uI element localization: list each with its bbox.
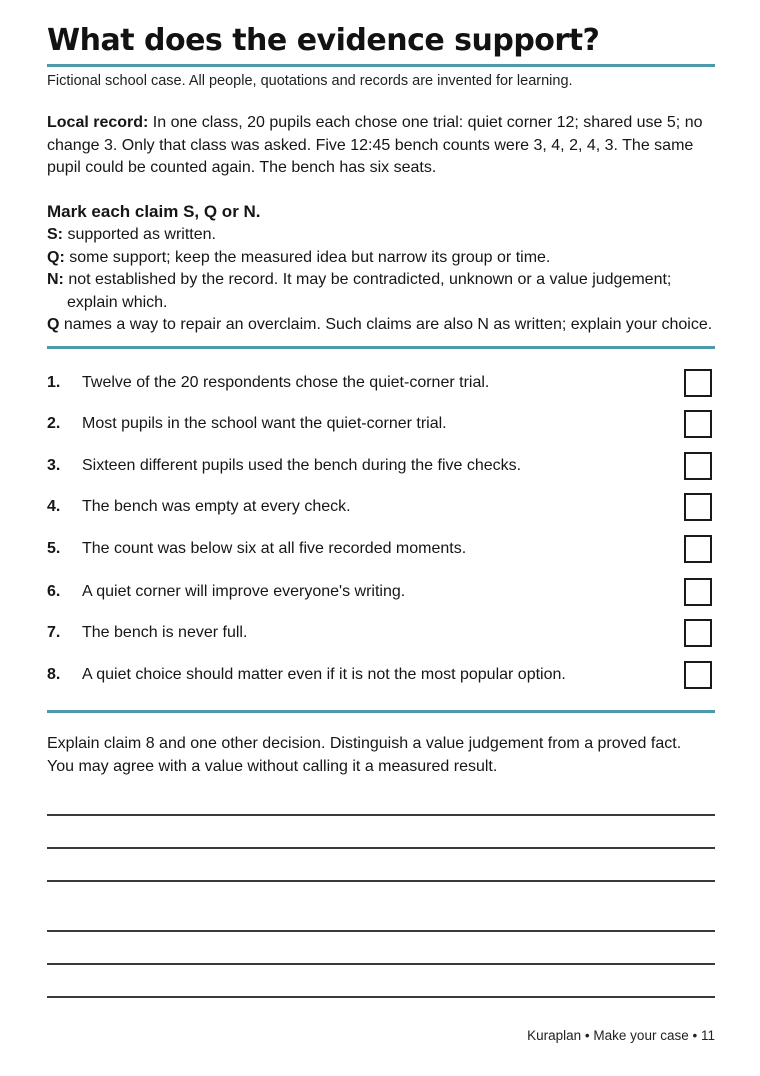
- marking-n-line: [47, 269, 727, 292]
- claim-text: Most pupils in the school want the quiet-corner trial.: [82, 415, 447, 432]
- explain-line-2: You may agree with a value without calling it a measured result.: [47, 757, 498, 775]
- claim-text: Twelve of the 20 respondents chose the quiet-corner trial.: [82, 374, 490, 391]
- writing-line[interactable]: [47, 880, 715, 882]
- writing-line[interactable]: [47, 963, 715, 965]
- writing-line[interactable]: [47, 930, 715, 932]
- local-record: [47, 112, 717, 180]
- claim-6-answer-box[interactable]: [684, 578, 712, 606]
- footer-section: Make your case: [593, 1028, 689, 1043]
- local-record-label: Local record:: [47, 114, 149, 131]
- marking-heading: Mark each claim S, Q or N.: [47, 202, 261, 221]
- footer-bullet: •: [584, 1028, 590, 1043]
- claim-row: [47, 579, 667, 605]
- claim-text: A quiet choice should matter even if it is not the most popular option.: [82, 666, 566, 683]
- claim-row: [47, 370, 667, 396]
- claim-text: Sixteen different pupils used the bench during the five checks.: [82, 457, 522, 474]
- marking-q-note-label: Q: [47, 316, 60, 333]
- marking-q-note-line: [47, 314, 727, 337]
- marking-s-line: [47, 224, 727, 247]
- claim-8-answer-box[interactable]: [684, 661, 712, 689]
- footer-brand: Kuraplan: [527, 1028, 582, 1043]
- claim-number: 8.: [47, 666, 61, 683]
- claim-text: The bench is never full.: [82, 624, 248, 641]
- claim-1-answer-box[interactable]: [684, 369, 712, 397]
- claim-text: The bench was empty at every check.: [82, 498, 351, 515]
- footer-bullet: •: [692, 1028, 698, 1043]
- explain-prompt: [47, 733, 722, 778]
- claim-row: [47, 453, 667, 479]
- page-footer: [527, 1027, 715, 1045]
- instructions-divider: [47, 346, 715, 349]
- claims-divider: [47, 710, 715, 713]
- claim-number: 6.: [47, 583, 61, 600]
- writing-line[interactable]: [47, 814, 715, 816]
- fiction-note: Fictional school case. All people, quotations and records are invented for learning.: [47, 73, 573, 89]
- writing-line[interactable]: [47, 847, 715, 849]
- marking-instructions: [47, 200, 727, 337]
- explain-line-1: Explain claim 8 and one other decision. Distinguish a value judgement from a proved fact.: [47, 735, 682, 752]
- claim-number: 4.: [47, 498, 61, 515]
- marking-n-text: not established by the record. It may be contradicted, unknown or a value judgement;: [63, 271, 672, 288]
- claim-4-answer-box[interactable]: [684, 493, 712, 521]
- claim-5-answer-box[interactable]: [684, 535, 712, 563]
- claim-text: A quiet corner will improve everyone's writing.: [82, 583, 406, 600]
- writing-line[interactable]: [47, 996, 715, 998]
- claim-row: [47, 620, 667, 646]
- marking-s-text: supported as written.: [63, 226, 216, 243]
- claim-row: [47, 494, 667, 520]
- claim-row: [47, 411, 667, 437]
- marking-n-continuation: explain which.: [67, 293, 168, 311]
- title-divider: [47, 64, 715, 67]
- marking-q-line: [47, 247, 727, 270]
- claim-row: [47, 662, 667, 688]
- local-record-text: In one class, 20 pupils each chose one trial: quiet corner 12; shared use 5; no change 3. Only that class was asked. Five 12:45 bench counts were 3, 4, 2, 4, 3. The same pupil could be counted again. The bench has six seats.: [47, 114, 703, 176]
- claim-2-answer-box[interactable]: [684, 410, 712, 438]
- claim-number: 1.: [47, 374, 61, 391]
- page-number: 11: [700, 1028, 715, 1043]
- marking-q-note-text: names a way to repair an overclaim. Such claims are also N as written; explain your choice.: [59, 316, 713, 333]
- claim-number: 7.: [47, 624, 61, 641]
- claim-text: The count was below six at all five recorded moments.: [82, 540, 467, 557]
- claim-number: 5.: [47, 540, 61, 557]
- claim-row: [47, 536, 667, 562]
- claim-number: 2.: [47, 415, 61, 432]
- page-title: What does the evidence support?: [47, 23, 600, 58]
- marking-q-text: some support; keep the measured idea but narrow its group or time.: [64, 248, 551, 266]
- claim-3-answer-box[interactable]: [684, 452, 712, 480]
- marking-s-label: S:: [47, 226, 63, 243]
- marking-q-label: Q:: [47, 248, 65, 266]
- claim-7-answer-box[interactable]: [684, 619, 712, 647]
- claim-number: 3.: [47, 457, 61, 474]
- marking-n-label: N:: [47, 271, 64, 288]
